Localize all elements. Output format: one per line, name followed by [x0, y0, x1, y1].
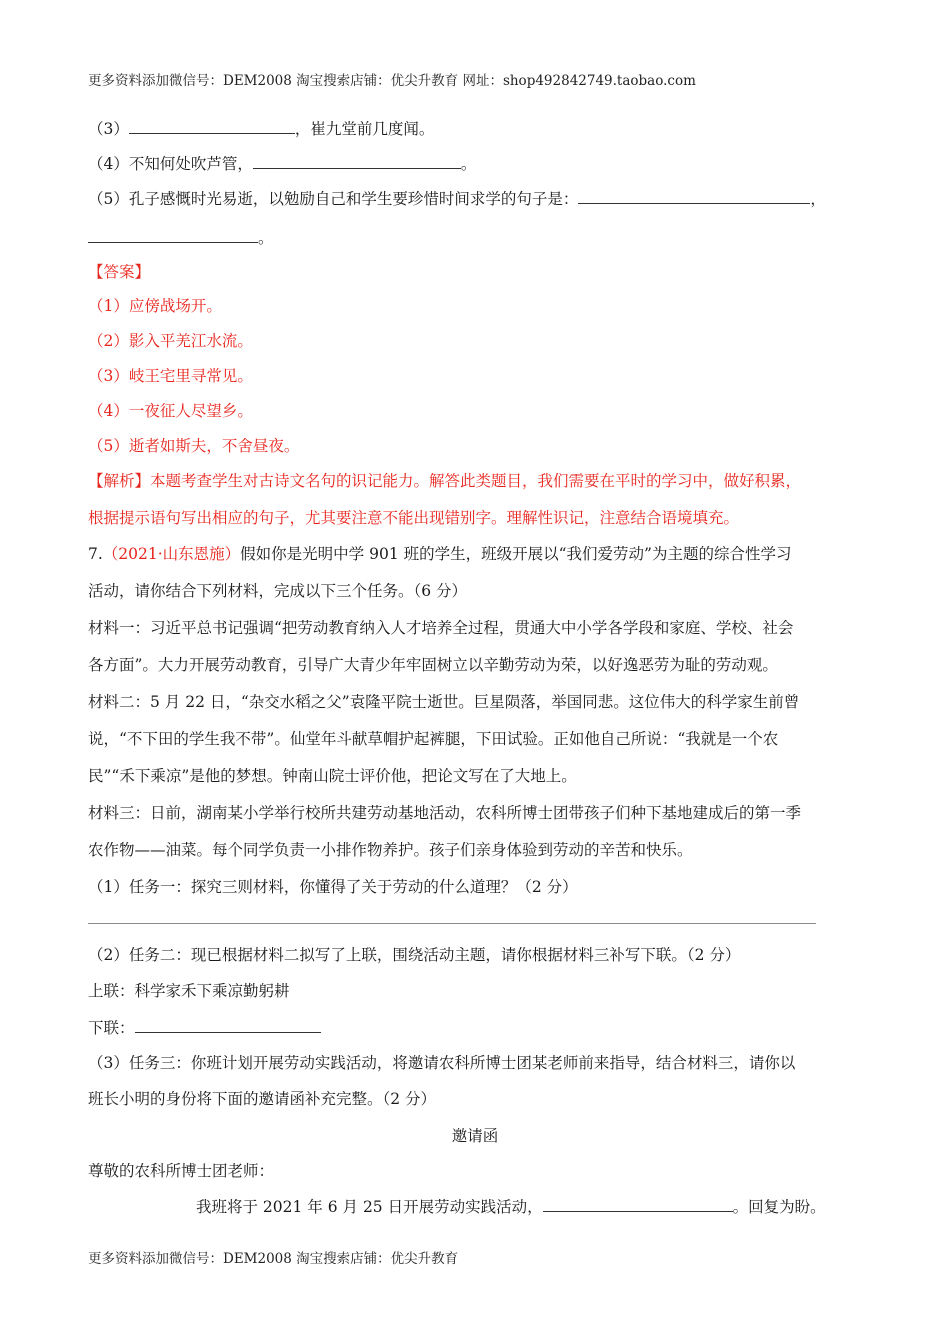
- analysis-line-1: [88, 470, 801, 492]
- answer-item-2: （2）影入平羌江水流。: [88, 332, 253, 350]
- lower-couplet-blank[interactable]: [135, 1016, 321, 1033]
- task-2: （2）任务二：现已根据材料二拟写了上联，围绕活动主题，请你根据材料三补写下联。（2 分）: [88, 946, 741, 964]
- lower-couplet-line: [88, 1016, 321, 1039]
- analysis-label: 【解析】: [88, 472, 151, 490]
- letter-body: 我班将于 2021 年 6 月 25 日开展劳动实践活动，: [196, 1198, 543, 1216]
- q5-blank-2[interactable]: [88, 226, 258, 243]
- analysis-line-2: 根据提示语句写出相应的句子，尤其要注意不能出现错别字。理解性识记，注意结合语境填充。: [88, 509, 740, 527]
- material-2-line-2: 说，“不下田的学生我不带”。仙堂年斗献草帽护起裤腿，下田试验。正如他自己所说：“我就是一个农: [88, 730, 779, 748]
- material-3-line-1: 材料三：日前，湖南某小学举行校所共建劳动基地活动，农科所博士团带孩子们种下基地建成后的第一季: [88, 804, 802, 822]
- answer-item-5: （5）逝者如斯夫，不舍昼夜。: [88, 437, 300, 455]
- answer-label: 【答案】: [88, 263, 151, 281]
- q3-suffix: ，崔九堂前几度闻。: [294, 120, 435, 138]
- task-1: （1）任务一：探究三则材料，你懂得了关于劳动的什么道理？（2 分）: [88, 878, 578, 896]
- letter-blank[interactable]: [543, 1195, 733, 1212]
- material-2-line-1: 材料二：5 月 22 日，“杂交水稻之父”袁隆平院士逝世。巨星陨落，举国同悲。这位伟大的科学家生前曾: [88, 693, 800, 711]
- answer-item-3: （3）岐王宅里寻常见。: [88, 367, 253, 385]
- q7-line-2: 活动，请你结合下列材料，完成以下三个任务。（6 分）: [88, 582, 468, 600]
- task-3-line-1: （3）任务三：你班计划开展劳动实践活动，将邀请农科所博士团某老师前来指导，结合材料三，请你以: [88, 1054, 796, 1072]
- q7-source: （2021·山东恩施）: [102, 545, 241, 563]
- material-2-line-3: 民”“禾下乘凉”是他的梦想。钟南山院士评价他，把论文写在了大地上。: [88, 767, 577, 785]
- material-1-line-2: 各方面”。大力开展劳动教育，引导广大青少年牢固树立以辛勤劳动为荣，以好逸恶劳为耻的劳动观。: [88, 656, 778, 674]
- q7-line-1: [88, 543, 791, 565]
- letter-body-line: [196, 1195, 826, 1218]
- material-3-line-2: 农作物——油菜。每个同学负责一小排作物养护。孩子们亲身体验到劳动的辛苦和快乐。: [88, 841, 693, 859]
- q3-blank[interactable]: [129, 117, 295, 134]
- question-5-line: [88, 187, 826, 210]
- answer-item-1: （1）应傍战场开。: [88, 297, 222, 315]
- task-3-line-2: 班长小明的身份将下面的邀请函补充完整。（2 分）: [88, 1090, 437, 1108]
- q4-blank[interactable]: [253, 152, 461, 169]
- q4-prefix: （4）不知何处吹芦管，: [88, 155, 253, 173]
- letter-end: 。回复为盼。: [732, 1198, 826, 1216]
- q5-blank-1[interactable]: [578, 187, 810, 204]
- q7-text-1: 假如你是光明中学 901 班的学生，班级开展以“我们爱劳动”为主题的综合性学习: [240, 545, 792, 563]
- task-1-answer-line[interactable]: [88, 923, 816, 924]
- q4-suffix: 。: [460, 155, 477, 173]
- question-5-line-2: [88, 226, 274, 249]
- q5-end: 。: [258, 229, 274, 247]
- letter-greeting: 尊敬的农科所博士团老师：: [88, 1162, 275, 1180]
- q5-text: （5）孔子感慨时光易逝，以勉励自己和学生要珍惜时间求学的句子是：: [88, 190, 579, 208]
- upper-couplet: 上联：科学家禾下乘凉勤躬耕: [88, 982, 290, 1000]
- letter-title: 邀请函: [451, 1127, 499, 1145]
- question-4-line: [88, 152, 476, 175]
- q7-number: 7.: [88, 545, 103, 563]
- analysis-text-1: 本题考查学生对古诗文名句的识记能力。解答此类题目，我们需要在平时的学习中，做好积累，: [150, 472, 802, 490]
- q3-prefix: （3）: [88, 120, 129, 138]
- answer-item-4: （4）一夜征人尽望乡。: [88, 402, 253, 420]
- header-text: 更多资料添加微信号：DEM2008 淘宝搜索店铺：优尖升教育 网址：shop492842749.taobao.com: [88, 73, 696, 89]
- material-1-line-1: 材料一：习近平总书记强调“把劳动教育纳入人才培养全过程，贯通大中小学各学段和家庭、学校、社会: [88, 619, 794, 637]
- q5-comma: ，: [810, 190, 826, 208]
- question-3-line: [88, 117, 434, 140]
- lower-couplet-label: 下联：: [88, 1019, 135, 1037]
- footer-text: 更多资料添加微信号：DEM2008 淘宝搜索店铺：优尖升教育: [88, 1251, 459, 1267]
